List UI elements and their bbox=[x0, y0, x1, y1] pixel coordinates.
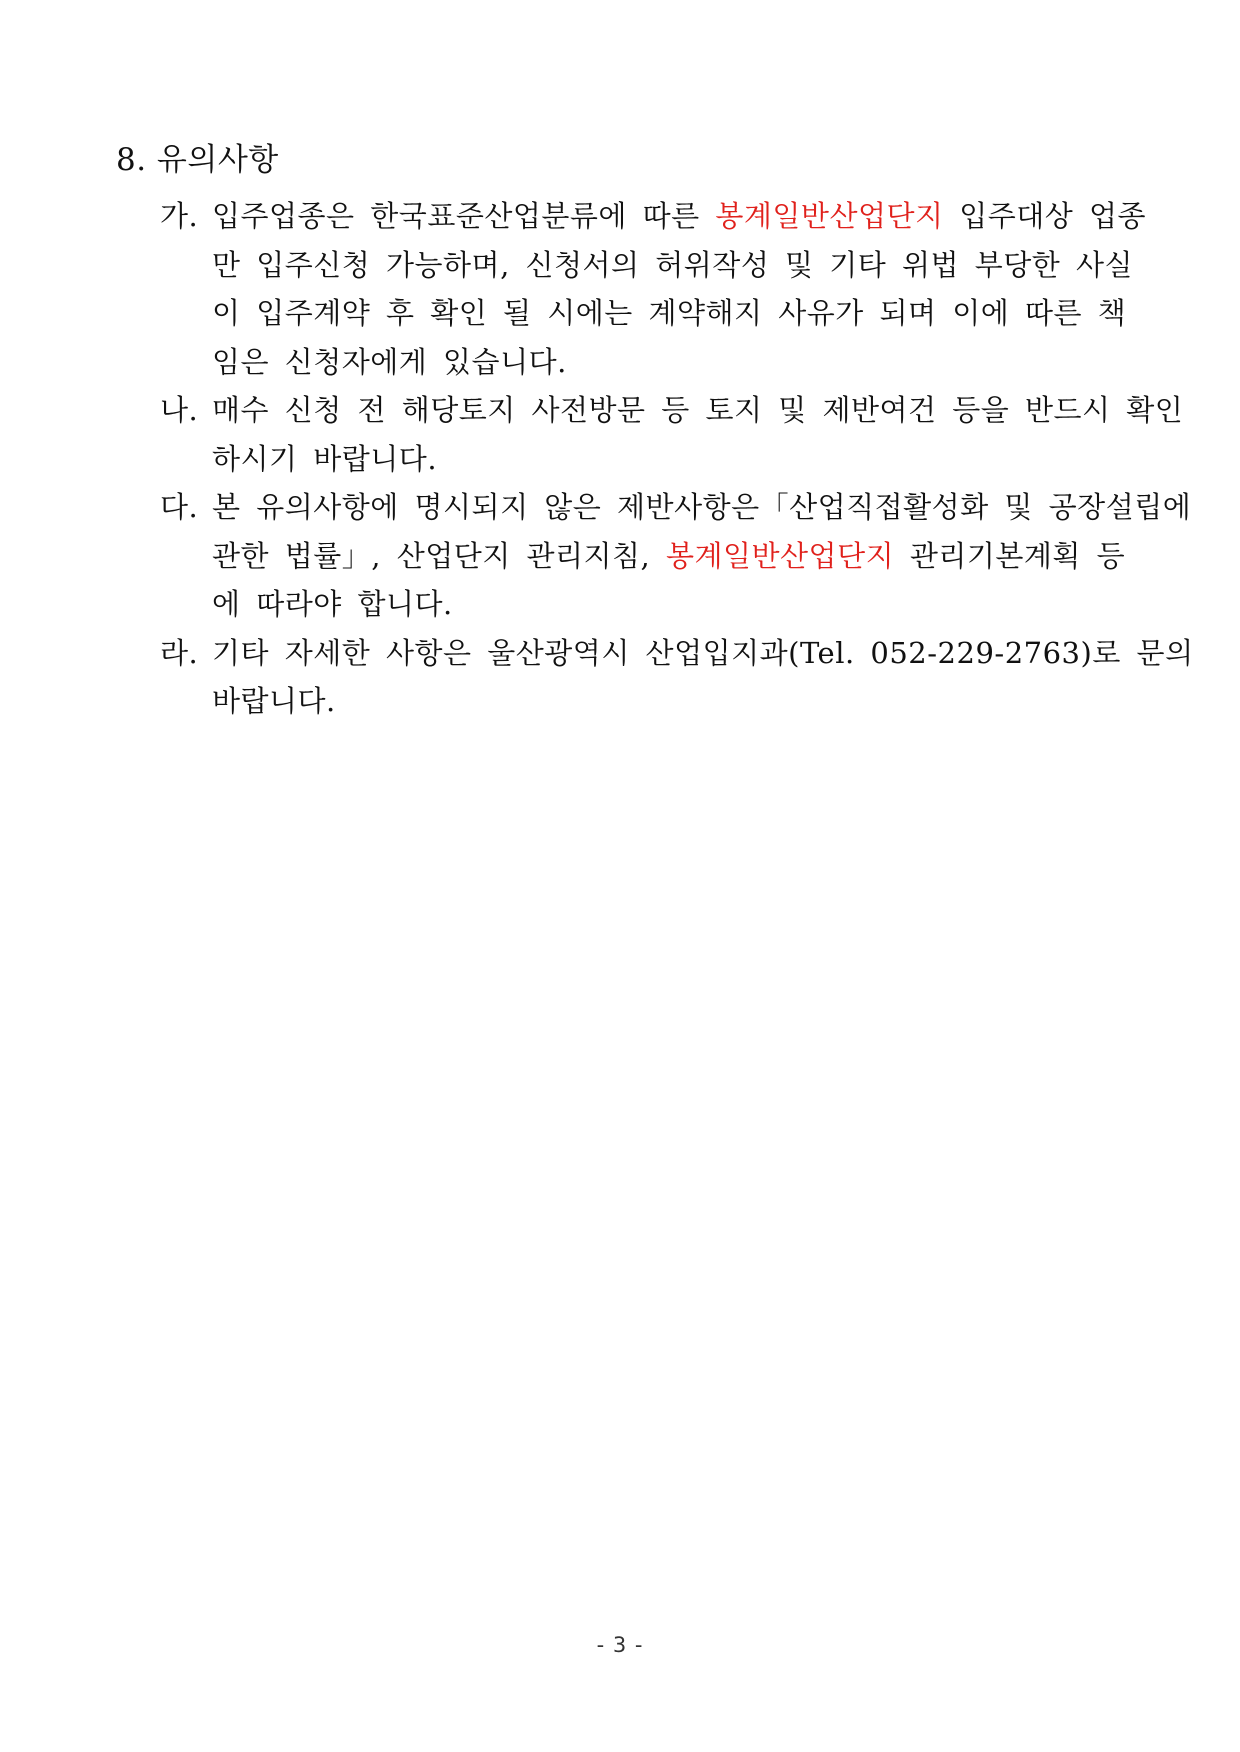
notice-item-da bbox=[160, 483, 1192, 629]
item-line: 본 유의사항에 명시되지 않은 제반사항은「산업직접활성화 및 공장설립에 bbox=[212, 490, 1192, 524]
item-line: 이 입주계약 후 확인 될 시에는 계약해지 사유가 되며 이에 따른 책 bbox=[212, 296, 1127, 330]
section-title: 8. 유의사항 bbox=[116, 142, 279, 178]
item-line bbox=[212, 192, 1147, 241]
item-marker: 라. bbox=[160, 635, 199, 670]
item-line: 에 따라야 합니다. bbox=[212, 587, 453, 621]
item-line: 매수 신청 전 해당토지 사전방문 등 토지 및 제반여건 등을 반드시 확인 bbox=[212, 393, 1184, 427]
item-text: 관한 법률」, 산업단지 관리지침, bbox=[212, 538, 666, 573]
item-line: 하시기 바랍니다. bbox=[212, 441, 438, 476]
item-marker: 가. bbox=[160, 199, 199, 233]
item-text: 입주대상 업종 bbox=[943, 199, 1147, 233]
item-text: 관리기본계획 등 bbox=[894, 538, 1126, 573]
item-line: 만 입주신청 가능하며, 신청서의 허위작성 및 기타 위법 부당한 사실 bbox=[212, 247, 1134, 282]
highlight-text: 봉계일반산업단지 bbox=[665, 538, 895, 573]
page-number: - 3 - bbox=[596, 1633, 644, 1657]
item-text: 입주업종은 한국표준산업분류에 따른 bbox=[212, 199, 716, 233]
item-line: 바랍니다. bbox=[212, 684, 336, 718]
notice-item-ga bbox=[160, 192, 1147, 386]
item-line bbox=[212, 532, 1126, 581]
item-marker: 나. bbox=[160, 393, 199, 427]
item-line: 임은 신청자에게 있습니다. bbox=[212, 344, 567, 379]
notice-item-ra bbox=[160, 629, 1194, 726]
item-line: 기타 자세한 사항은 울산광역시 산업입지과(Tel. 052-229-2763)로 문의 bbox=[212, 635, 1194, 670]
item-marker: 다. bbox=[160, 490, 199, 524]
notice-item-na bbox=[160, 386, 1184, 483]
highlight-text: 봉계일반산업단지 bbox=[715, 199, 944, 233]
notice-list bbox=[160, 192, 1194, 726]
